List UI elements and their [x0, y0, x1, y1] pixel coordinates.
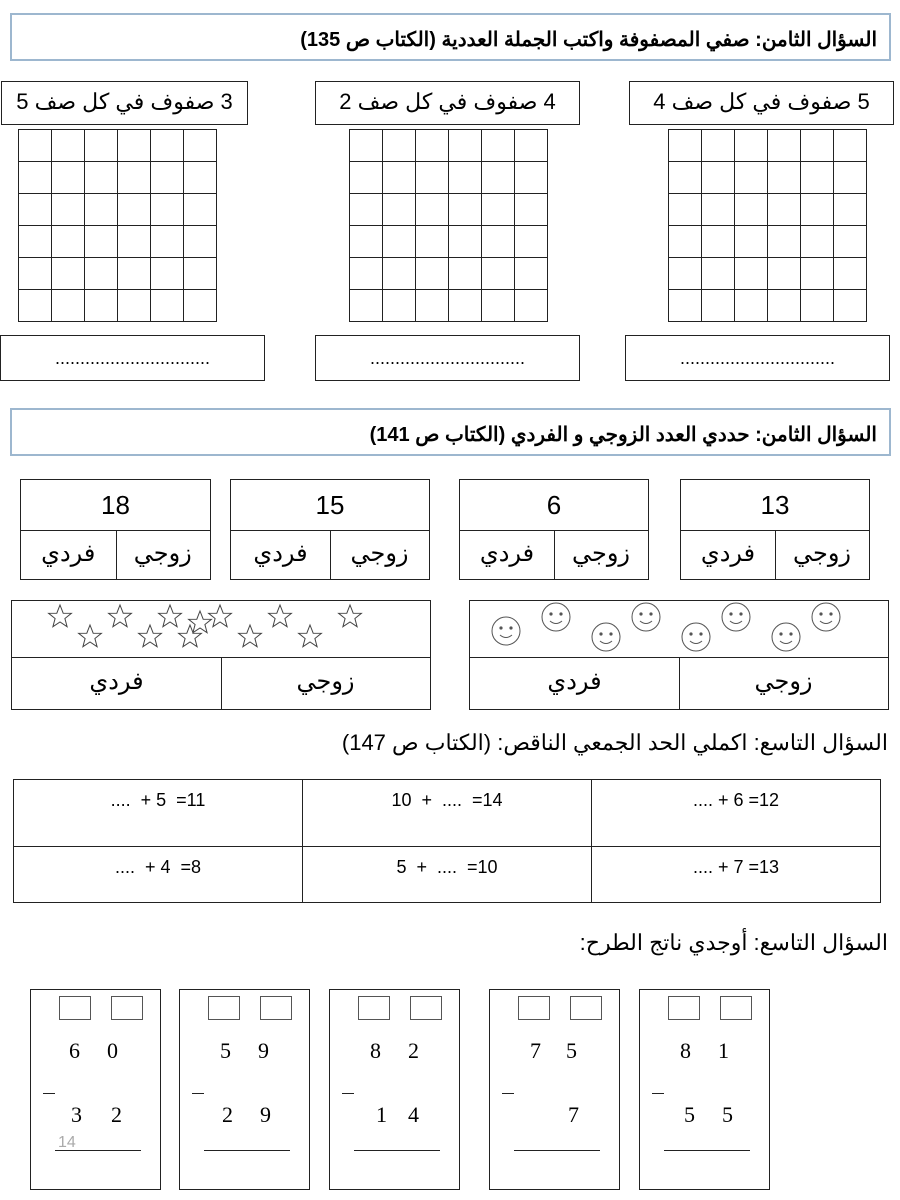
even-odd-box — [459, 479, 649, 580]
array-label: 5 صفوف في كل صف 4 — [629, 81, 894, 125]
minuend-ones: 9 — [258, 1038, 269, 1063]
star-icon — [269, 605, 292, 627]
minuend-ones: 2 — [408, 1038, 419, 1063]
number-sentence-answer[interactable]: ............................... — [625, 335, 890, 381]
regroup-box[interactable] — [59, 996, 91, 1020]
question-9a-title: السؤال التاسع: اكملي الحد الجمعي الناقص: (الكتاب ص 147) — [341, 730, 888, 755]
minuend-tens: 8 — [680, 1038, 691, 1063]
minus-sign — [342, 1093, 354, 1094]
minus-sign — [43, 1093, 55, 1094]
minus-sign — [652, 1093, 664, 1094]
odd-option[interactable]: فردي — [681, 530, 776, 579]
regroup-box[interactable] — [358, 996, 390, 1020]
odd-option[interactable]: فردي — [21, 530, 117, 579]
subtrahend-tens: 1 — [376, 1102, 387, 1127]
star-icon — [109, 605, 132, 627]
smiley-face-icon — [722, 603, 750, 631]
odd-option[interactable]: فردي — [470, 657, 680, 709]
subtraction-problem — [30, 989, 161, 1190]
star-icon — [49, 605, 72, 627]
subtrahend-ones: 4 — [408, 1102, 419, 1127]
number-value: 6 — [460, 480, 648, 531]
array-label: 4 صفوف في كل صف 2 — [315, 81, 580, 125]
minuend-ones: 5 — [566, 1038, 577, 1063]
addend-problem[interactable]: .... + 6 =12 — [592, 780, 881, 847]
answer-line[interactable] — [664, 1150, 750, 1151]
question-9b-title: السؤال التاسع: أوجدي ناتج الطرح: — [579, 930, 888, 955]
question-8a-title: السؤال الثامن: صفي المصفوفة واكتب الجملة العددية (الكتاب ص 135) — [300, 29, 877, 51]
minuend-ones: 0 — [107, 1038, 118, 1063]
regroup-box[interactable] — [208, 996, 240, 1020]
question-8b-title: السؤال الثامن: حددي العدد الزوجي و الفردي (الكتاب ص 141) — [369, 424, 877, 446]
regroup-box[interactable] — [260, 996, 292, 1020]
addend-problem[interactable]: 5 + .... =10 — [303, 847, 592, 903]
subtraction-problem — [329, 989, 460, 1190]
number-value: 18 — [21, 480, 210, 531]
number-sentence-answer[interactable]: ............................... — [315, 335, 580, 381]
array-grid[interactable] — [18, 129, 217, 322]
smiley-face-icon — [492, 617, 520, 645]
even-option[interactable]: زوجي — [571, 540, 631, 567]
smiley-face-icon — [592, 623, 620, 651]
minus-sign — [502, 1093, 514, 1094]
regroup-box[interactable] — [410, 996, 442, 1020]
question-8b-header — [10, 408, 891, 456]
stars-even-odd-box — [11, 600, 431, 710]
regroup-box[interactable] — [720, 996, 752, 1020]
subtrahend-tens: 2 — [222, 1102, 233, 1127]
answer-line[interactable] — [204, 1150, 290, 1151]
star-icon — [299, 625, 322, 647]
star-icon — [139, 625, 162, 647]
subtrahend-tens: 5 — [684, 1102, 695, 1127]
minuend-tens: 7 — [530, 1038, 541, 1063]
subtrahend-ones: 5 — [722, 1102, 733, 1127]
array-grid[interactable] — [668, 129, 867, 322]
star-icon — [239, 625, 262, 647]
even-option[interactable]: زوجي — [296, 668, 355, 695]
regroup-box[interactable] — [518, 996, 550, 1020]
subtrahend-ones: 2 — [111, 1102, 122, 1127]
subtrahend-ones: 9 — [260, 1102, 271, 1127]
faces-even-odd-box — [469, 600, 889, 710]
regroup-box[interactable] — [111, 996, 143, 1020]
regroup-box[interactable] — [668, 996, 700, 1020]
odd-option[interactable]: فردي — [12, 657, 222, 709]
smiley-face-icon — [542, 603, 570, 631]
star-icon — [339, 605, 362, 627]
even-odd-box — [20, 479, 211, 580]
even-option[interactable]: زوجي — [133, 540, 192, 567]
minuend-tens: 5 — [220, 1038, 231, 1063]
addend-problem[interactable]: .... + 7 =13 — [592, 847, 881, 903]
smiley-face-icon — [812, 603, 840, 631]
stars-picture — [12, 601, 430, 658]
subtrahend-ones: 7 — [568, 1102, 579, 1127]
question-8a-header — [10, 13, 891, 61]
page-number: 14 — [58, 1134, 76, 1151]
smiley-face-icon — [632, 603, 660, 631]
subtrahend-tens: 3 — [71, 1102, 82, 1127]
answer-line[interactable] — [514, 1150, 600, 1151]
number-value: 13 — [681, 480, 869, 531]
smiley-face-icon — [682, 623, 710, 651]
odd-option[interactable]: فردي — [460, 530, 555, 579]
star-icon — [79, 625, 102, 647]
array-label: 3 صفوف في كل صف 5 — [1, 81, 248, 125]
addend-problem[interactable]: 10 + .... =14 — [303, 780, 592, 847]
odd-option[interactable]: فردي — [231, 530, 331, 579]
array-grid[interactable] — [349, 129, 548, 322]
number-sentence-answer[interactable]: ............................... — [0, 335, 265, 381]
even-option[interactable]: زوجي — [754, 668, 813, 695]
regroup-box[interactable] — [570, 996, 602, 1020]
smiley-face-icon — [772, 623, 800, 651]
minuend-tens: 8 — [370, 1038, 381, 1063]
even-option[interactable]: زوجي — [792, 540, 852, 567]
faces-picture — [470, 601, 888, 658]
addend-problem[interactable]: .... + 4 =8 — [14, 847, 303, 903]
addend-problem[interactable]: .... + 5 =11 — [14, 780, 303, 847]
even-odd-box — [230, 479, 430, 580]
even-odd-box — [680, 479, 870, 580]
minuend-ones: 1 — [718, 1038, 729, 1063]
answer-line[interactable] — [354, 1150, 440, 1151]
minuend-tens: 6 — [69, 1038, 80, 1063]
subtraction-problem — [639, 989, 770, 1190]
subtraction-problem — [179, 989, 310, 1190]
even-option[interactable]: زوجي — [350, 540, 409, 567]
missing-addend-table — [13, 779, 881, 903]
number-value: 15 — [231, 480, 429, 531]
subtraction-problem — [489, 989, 620, 1190]
star-icon — [159, 605, 182, 627]
star-icon — [209, 605, 232, 627]
minus-sign — [192, 1093, 204, 1094]
